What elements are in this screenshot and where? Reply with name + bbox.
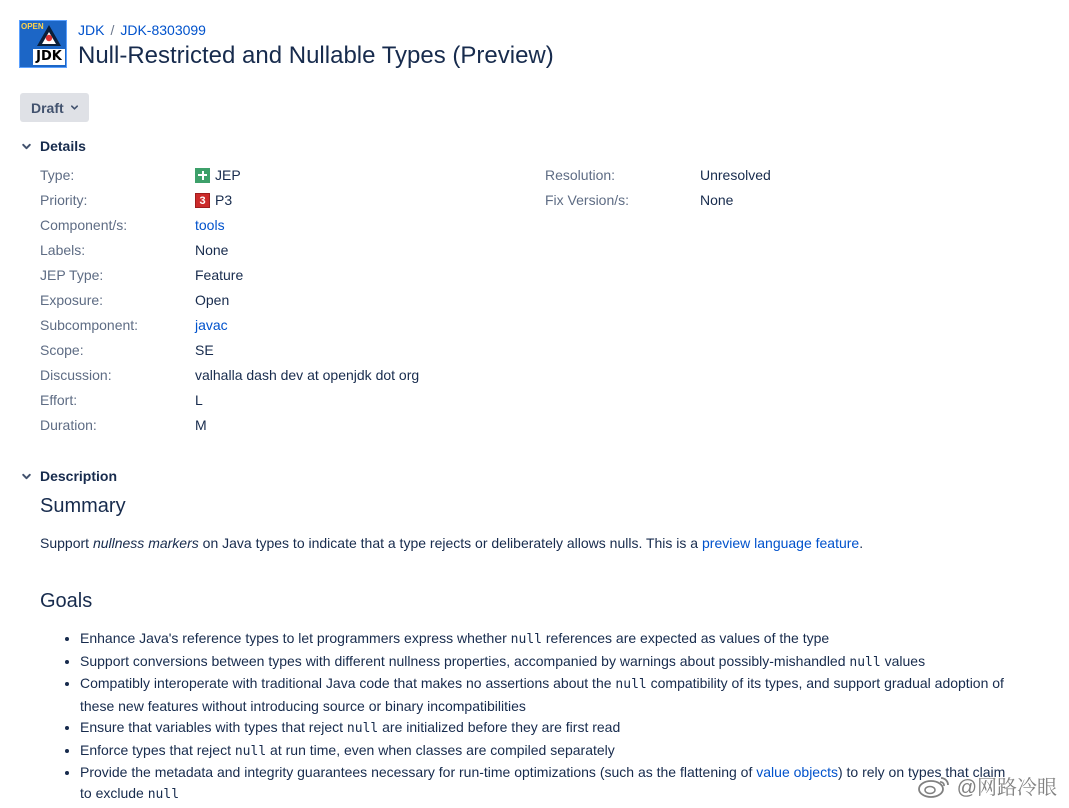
field-value-scope: SE [195, 342, 214, 358]
field-value-jep-type: Feature [195, 267, 244, 283]
status-label: Draft [31, 99, 64, 116]
field-value-type [195, 164, 241, 186]
field-label-exposure: Exposure: [40, 292, 104, 308]
list-item: • Compatibly interoperate with traditional Java code that makes no assertions about the null compatibility of its types, and support gradual adoption of these new features without introducing source or binary incompatibilities [80, 673, 1040, 716]
field-label-jep-type: JEP Type: [40, 267, 104, 283]
chevron-down-icon [70, 103, 79, 112]
priority-value: P3 [215, 192, 233, 208]
avatar-jdk-text: JDK [33, 49, 65, 65]
weibo-icon [917, 774, 951, 798]
breadcrumb-issue-link[interactable]: JDK-8303099 [120, 22, 206, 38]
field-value-duration: M [195, 417, 207, 433]
watermark-text: @网路冷眼 [956, 777, 1057, 799]
field-value-resolution: Unresolved [700, 167, 771, 183]
field-label-subcomponent: Subcomponent: [40, 317, 139, 333]
summary-heading: Summary [40, 495, 126, 517]
field-value-effort: L [195, 392, 203, 408]
breadcrumb-separator: / [110, 22, 115, 38]
field-label-labels: Labels: [40, 242, 86, 258]
description-section-toggle[interactable] [20, 468, 117, 484]
field-label-discussion: Discussion: [40, 367, 112, 383]
field-value-exposure: Open [195, 292, 230, 308]
priority-p3-icon: 3 [195, 193, 210, 208]
field-label-resolution: Resolution: [545, 167, 616, 183]
list-item: • Enhance Java's reference types to let programmers express whether null references are expected as values of the type [80, 628, 1040, 651]
field-label-fix-versions: Fix Version/s: [545, 192, 630, 208]
field-label-components: Component/s: [40, 217, 128, 233]
field-value-labels: None [195, 242, 229, 258]
duke-mascot-icon [34, 24, 64, 50]
value-objects-link[interactable]: value objects [756, 764, 838, 781]
project-avatar[interactable] [19, 20, 67, 68]
field-label-duration: Duration: [40, 417, 97, 433]
field-value-fix-versions: None [700, 192, 734, 208]
type-value: JEP [215, 167, 241, 183]
goals-heading: Goals [40, 590, 93, 612]
field-value-priority [195, 189, 232, 211]
list-item: • Enforce types that reject null at run time, even when classes are compiled separately [80, 740, 1040, 763]
list-item: • Ensure that variables with types that reject null are initialized before they are first read [80, 717, 1040, 740]
subcomponent-javac-link[interactable]: javac [195, 317, 228, 333]
summary-paragraph: Support nullness markers on Java types to indicate that a type rejects or deliberately allows nulls. This is a preview language feature. [40, 535, 864, 551]
list-item: • Provide the metadata and integrity guarantees necessary for run-time optimizations (such as the flattening of value objects) to rely on types that claim to exclude null [80, 762, 1040, 805]
goals-list [40, 628, 1040, 806]
list-item: • Support conversions between types with different nullness properties, accompanied by warnings about possibly-mishandled null values [80, 651, 1040, 674]
jep-type-icon [195, 168, 210, 183]
field-label-effort: Effort: [40, 392, 78, 408]
component-tools-link[interactable]: tools [195, 217, 225, 233]
watermark [917, 771, 1057, 800]
breadcrumb [78, 21, 206, 39]
details-section-toggle[interactable] [20, 138, 86, 154]
status-dropdown-button[interactable] [20, 93, 89, 122]
avatar-open-text: OPEN [21, 22, 44, 31]
field-label-type: Type: [40, 167, 75, 183]
preview-language-feature-link[interactable]: preview language feature [702, 535, 860, 551]
collapse-chevron-icon [20, 140, 33, 153]
breadcrumb-project-link[interactable]: JDK [78, 22, 105, 38]
field-label-scope: Scope: [40, 342, 84, 358]
field-value-discussion: valhalla dash dev at openjdk dot org [195, 367, 420, 383]
description-body [40, 492, 1040, 806]
field-label-priority: Priority: [40, 192, 88, 208]
issue-title: Null-Restricted and Nullable Types (Preview) [78, 42, 554, 69]
description-heading: Description [40, 468, 118, 484]
details-heading: Details [40, 138, 86, 154]
collapse-chevron-icon [20, 470, 33, 483]
